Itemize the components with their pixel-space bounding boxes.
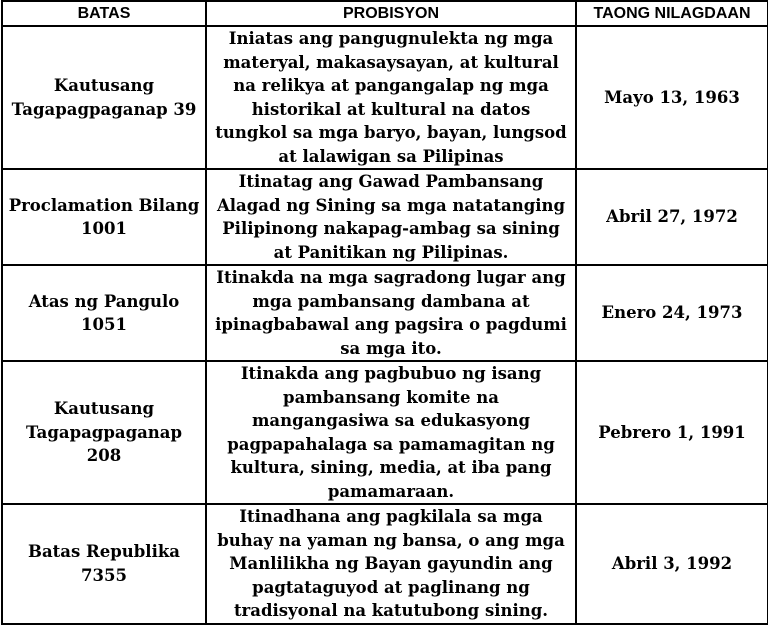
cell-taon: Enero 24, 1973: [576, 265, 768, 361]
cell-probisyon: Itinakda ang pagbubuo ng isang pambansang komite na mangangasiwa sa edukasyong pagpapahalaga sa pamamagitan ng kultura, sining, media, at iba pang pamamaraan.: [206, 361, 576, 504]
cell-batas: Proclamation Bilang 1001: [2, 169, 206, 265]
table-row: [2, 361, 768, 504]
laws-table: [1, 0, 768, 625]
cell-probisyon: Itinatag ang Gawad Pambansang Alagad ng Sining sa mga natatanging Pilipinong nakapag-ambag sa sining at Panitikan ng Pilipinas.: [206, 169, 576, 265]
cell-probisyon: Itinadhana ang pagkilala sa mga buhay na yaman ng bansa, o ang mga Manlilikha ng Bayan gayundin ang pagtataguyod at paglinang ng tradisyonal na katutubong sining.: [206, 504, 576, 624]
header-batas: BATAS: [2, 1, 206, 26]
table-row: [2, 26, 768, 169]
header-row: [2, 1, 768, 26]
cell-taon: Pebrero 1, 1991: [576, 361, 768, 504]
cell-taon: Abril 27, 1972: [576, 169, 768, 265]
cell-probisyon: Itinakda na mga sagradong lugar ang mga pambansang dambana at ipinagbabawal ang pagsira o pagdumi sa mga ito.: [206, 265, 576, 361]
table-row: [2, 265, 768, 361]
cell-taon: Mayo 13, 1963: [576, 26, 768, 169]
cell-batas: Batas Republika 7355: [2, 504, 206, 624]
cell-batas: Kautusang Tagapagpaganap 39: [2, 26, 206, 169]
cell-batas: Atas ng Pangulo 1051: [2, 265, 206, 361]
header-taong-nilagdaan: TAONG NILAGDAAN: [576, 1, 768, 26]
table-row: [2, 169, 768, 265]
header-probisyon: PROBISYON: [206, 1, 576, 26]
table-row: [2, 504, 768, 624]
table-header: [2, 1, 768, 26]
table-body: [2, 26, 768, 624]
cell-taon: Abril 3, 1992: [576, 504, 768, 624]
cell-probisyon: Iniatas ang pangugnulekta ng mga materyal, makasaysayan, at kultural na relikya at pangangalap ng mga historikal at kultural na datos tungkol sa mga baryo, bayan, lungsod at lalawigan sa Pilipinas: [206, 26, 576, 169]
cell-batas: Kautusang Tagapagpaganap 208: [2, 361, 206, 504]
